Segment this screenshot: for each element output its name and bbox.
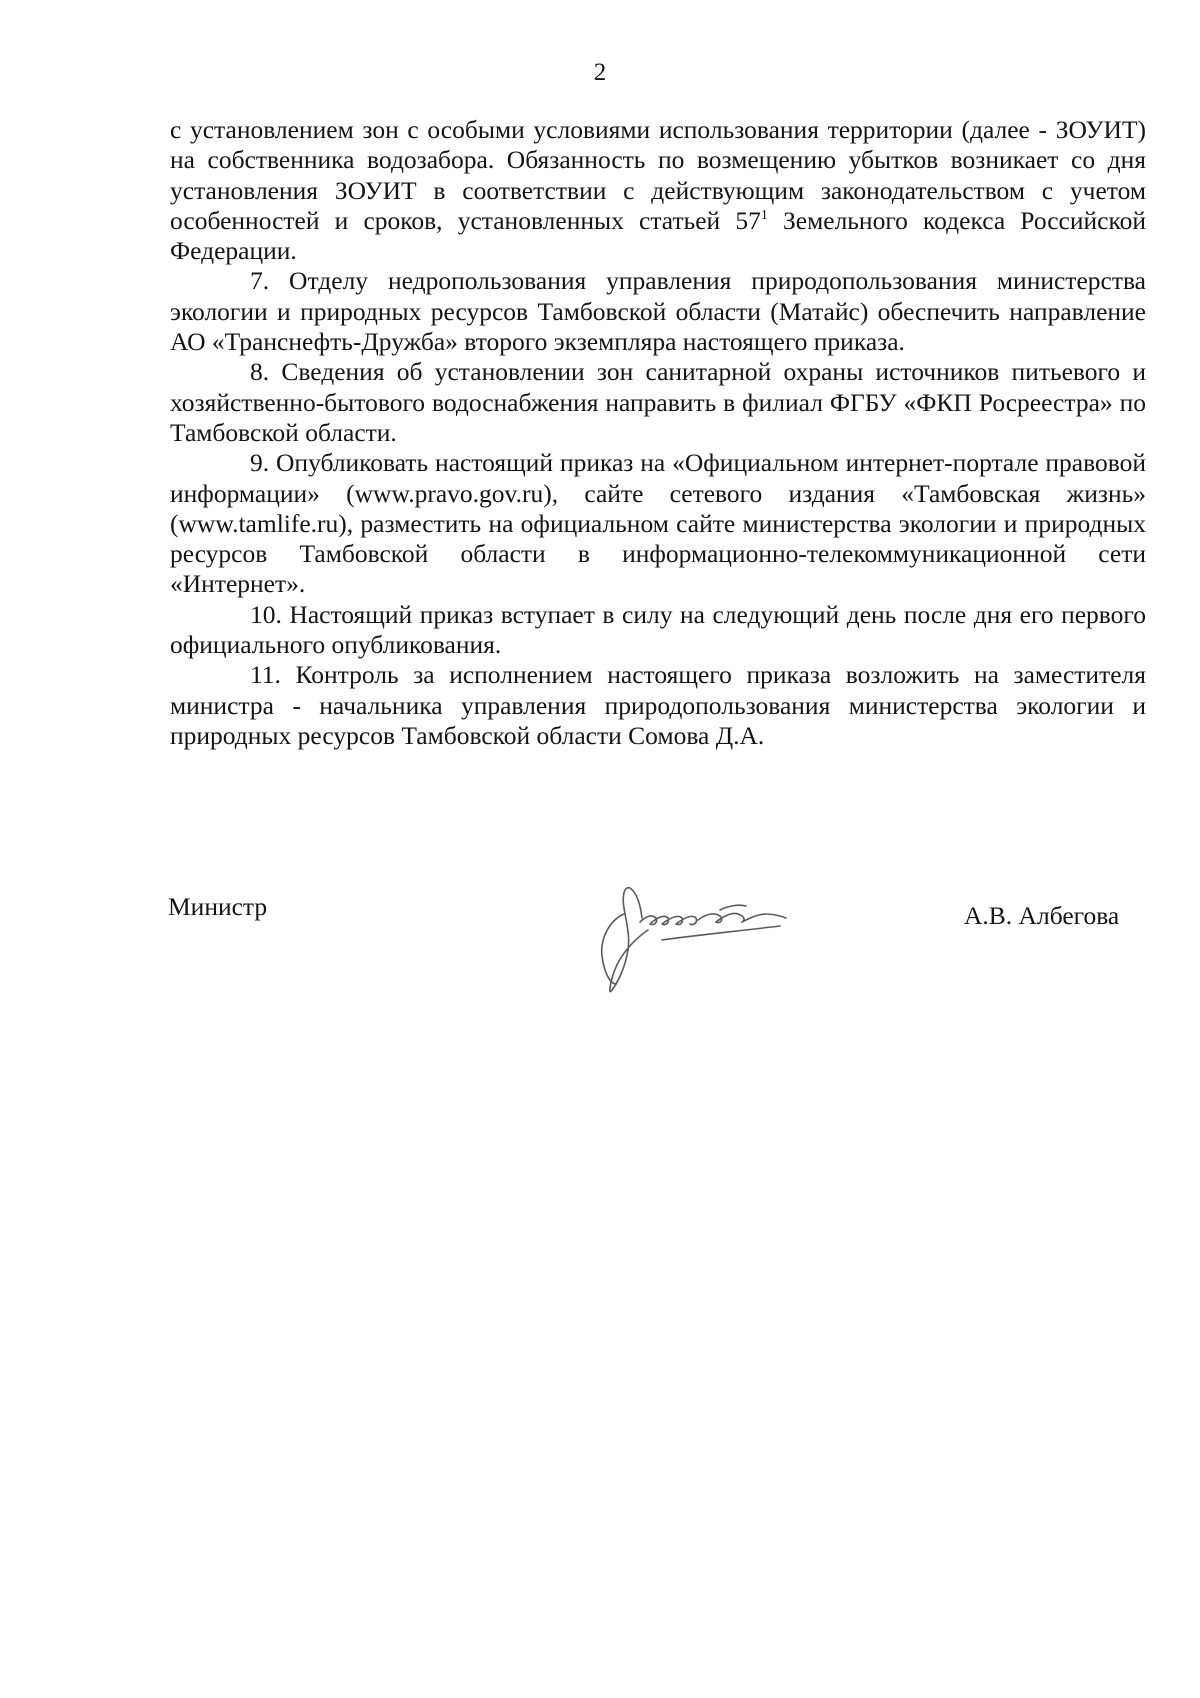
paragraph-item-8: 8. Сведения об установлении зон санитарной охраны источников питьевого и хозяйственно-бытового водоснабжения направить в филиал ФГБУ «ФКП Росреестра» по Тамбовской области. bbox=[170, 357, 1146, 447]
paragraph-item-9: 9. Опубликовать настоящий приказ на «Официальном интернет-портале правовой информации» (www.pravo.gov.ru), сайте сетевого издания «Тамбовская жизнь» (www.tamlife.ru), разместить на официальном сайте министерства экологии и природных ресурсов Тамбовской области в информационно-телекоммуникационной сети «Интернет». bbox=[170, 448, 1146, 599]
paragraph-continuation bbox=[170, 115, 1146, 266]
paragraph-text: с установлением зон с особыми условиями использования территории (далее - ЗОУИТ) на собственника водозабора. Обязанность по возмещению убытков возникает со дня установления ЗОУИТ в соответствии с действующим законодательством с учетом особенностей и сроков, установленных статьей 57 bbox=[170, 115, 1146, 235]
paragraph-item-10: 10. Настоящий приказ вступает в силу на следующий день после дня его первого официального опубликования. bbox=[170, 599, 1146, 660]
paragraph-item-7: 7. Отделу недропользования управления природопользования министерства экологии и природных ресурсов Тамбовской области (Матайс) обеспечить направление АО «Транснефть-Дружба» второго экземпляра настоящего приказа. bbox=[170, 266, 1146, 357]
footnote-superscript: 1 bbox=[760, 207, 768, 223]
signature-block bbox=[0, 880, 1200, 1010]
page-number: 2 bbox=[593, 59, 607, 86]
signatory-title: Министр bbox=[168, 892, 268, 921]
paragraph-text: Земельного кодекса Российской Федерации. bbox=[170, 205, 1146, 266]
paragraph-item-11: 11. Контроль за исполнением настоящего приказа возложить на заместителя министра - начальника управления природопользования министерства экологии и природных ресурсов Тамбовской области Сомова Д.А. bbox=[170, 660, 1146, 750]
document-body bbox=[170, 115, 1146, 751]
signatory-name: А.В. Албегова bbox=[964, 901, 1120, 930]
handwritten-signature bbox=[570, 880, 830, 1005]
